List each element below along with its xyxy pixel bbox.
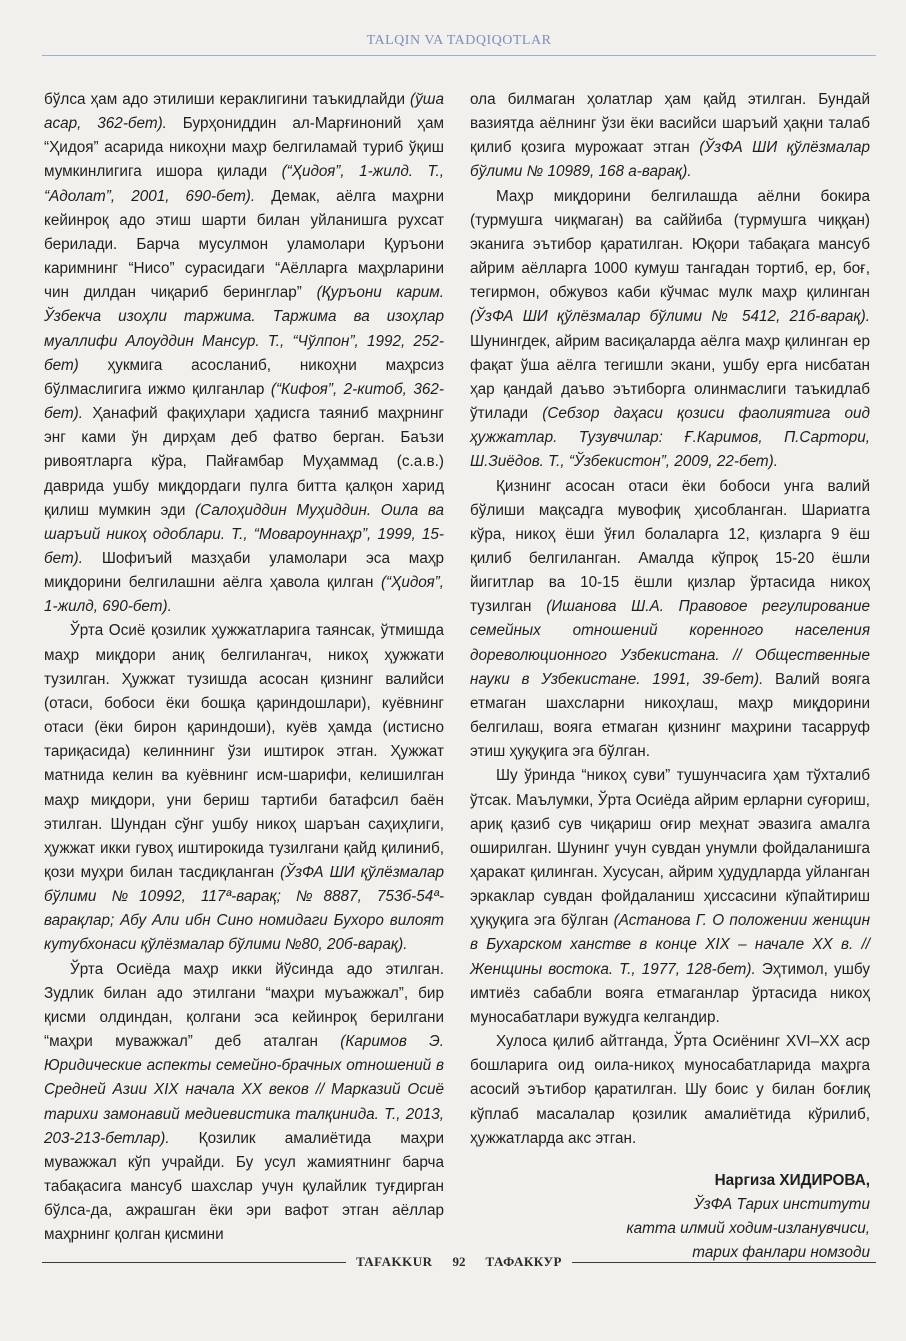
paragraph: [44, 88, 444, 619]
citation-text: (Астанова Г. О положении женщин в Бухарском ханстве в конце XIX – начале XX в. // Женщины востока. Т., 1977, 128-бет).: [470, 912, 870, 978]
body-text: Демак, аёлга маҳрни кейинроқ адо этиш шарти билан уйланишга рухсат берилади. Барча мусулмон уламолари Қуръони каримнинг “Нисо” сурасидаги “Аёлларга маҳрларини чин дилдан чиқариб беринглар”: [44, 187, 444, 302]
citation-text: (“Ҳидоя”, 1-жилд. Т., “Адолат”, 2001, 690-бет).: [44, 163, 444, 205]
citation-text: (“Ҳидоя”, 1-жилд, 690-бет).: [44, 574, 444, 616]
citation-text: (Себзор даҳаси қозиси фаолиятига оид ҳужжатлар. Тузувчилар: Ғ.Каримов, П.Сартори, Ш.Зиёдов. Т., “Ўзбекистон”, 2009, 22-бет).: [470, 405, 870, 471]
body-text: Ҳанафий фақиҳлари ҳадисга таяниб маҳрнинг энг ками ўн дирҳам деб фатво берган. Баъзи ривоятларга кўра, Пайғамбар Муҳаммад (с.а.в.) даврида ушбу миқдордаги пулга битта қалқон харид қилиш мумкин эди: [44, 405, 444, 519]
body-text: Хулоса қилиб айтганда, Ўрта Осиёнинг XVI–XX аср бошларига оид оила-никоҳ муносабатларида маҳрга асосий эътибор қаратилган. Шу боис у билан боғлиқ кўплаб масалалар қозилик амалиётида кўрилиб, ҳужжатларда акс этган.: [470, 1033, 870, 1147]
body-text: Ўрта Осиё қозилик ҳужжатларига таянсак, ўтмишда маҳр миқдори аниқ белгилангач, никоҳ ҳужжати тузилган. Ҳужжат тузишда асосан қизнинг валийси (отаси, бобоси ёки бошқа қариндошлари), куёвнинг отаси (ёки бирон қариндоши), куёв ҳамда (истисно тариқасида) келиннинг ўзи иштирок этган. Ҳужжат матнида келин ва куёвнинг исм-шарифи, келишилган маҳр миқдори, уни бериш тартиби батафсил баён этилган. Шундан сўнг ушбу никоҳ шаръан саҳиҳлиги, ҳужжат икки гувоҳ иштирокида тузилгани қайд қилиниб, қози муҳри билан тасдиқланган: [44, 622, 444, 881]
body-text: Қизнинг асосан отаси ёки бобоси унга валий бўлиши мақсадга мувофиқ ҳисобланган. Шариатга кўра, никоҳ ёши ўғил болаларга 12, қизларга 9 ёш қилиб белгиланган. Амалда кўпроқ 15-20 ёшли йигитлар ва 10-15 ёшли қизлар ўртасида никоҳ тузилган: [470, 477, 870, 616]
citation-text: (ЎзФА ШИ қўлёзмалар бўлими № 10989, 168 а-варақ).: [470, 139, 870, 181]
citation-text: (Салоҳиддин Муҳиддин. Оила ва шаръий никоҳ одоблари. Т., “Мовароуннаҳр”, 1999, 15-бет).: [44, 501, 444, 567]
paragraph: [44, 958, 444, 1248]
citation-text: (Каримов Э. Юридические аспекты семейно-брачных отношений в Средней Азии XIX начала XX веков // Марказий Осиё тарихи замонавий медиевистика талқинида. Т., 2013, 203-213-бетлар).: [44, 1033, 444, 1147]
footer-journal-latin: TAFAKKUR: [356, 1254, 433, 1269]
body-text: Эҳтимол, ушбу имтиёз сабабли вояга етмаганлар ўртасида никоҳ муносабатлари вужудга келгандир.: [470, 960, 870, 1026]
body-text: ола билмаган ҳолатлар ҳам қайд этилган. Бундай вазиятда аёлнинг ўзи ёки васийси шаръий ҳақни талаб қилиб қозига мурожаат этган: [470, 91, 870, 157]
paragraph: [470, 185, 870, 475]
author-degree: тарих фанлари номзоди: [692, 1244, 870, 1262]
author-affiliation: ЎзФА Тарих институти: [693, 1196, 870, 1214]
author-name: Наргиза ХИДИРОВА,: [714, 1171, 870, 1189]
body-text: бўлса ҳам адо этилиши кераклигини таъкидлайди: [44, 91, 411, 108]
body-text: Шу ўринда “никоҳ суви” тушунчасига ҳам тўхталиб ўтсак. Маълумки, Ўрта Осиёда айрим ерларни суғориш, ариқ қазиб сув чиқариш оғир меҳнат эвазига амалга оширилган. Шунинг учун сувдан унумли фойдаланишга ҳаракат қилинган. Хусусан, айрим ҳудудларда уйланган эркаклар сувдан фойдаланиш ҳиссасини кўпайтириш ҳуқуқига эга бўлган: [470, 767, 870, 930]
body-text: Шофиъий мазҳаби уламолари эса маҳр миқдорини белгилашни аёлга ҳавола қилган: [44, 549, 444, 592]
citation-text: (ЎзФА ШИ қўлёзмалар бўлими № 5412, 21б-варақ).: [470, 308, 870, 326]
paragraph: [470, 764, 870, 1030]
body-text: ҳукмига асосланиб, никоҳни маҳрсиз бўлмаслигига ижмо қилганлар: [44, 356, 444, 398]
right-column: [470, 88, 870, 1266]
citation-text: (“Кифоя”, 2-китоб, 362-бет).: [44, 380, 444, 423]
left-column: [44, 88, 444, 1248]
body-text: Бурҳониддин ал-Марғиноний ҳам “Ҳидоя” асарида никоҳни маҳр белгиламай туриб ўқиш мумкинлигига ишора қилади: [44, 115, 444, 181]
body-text: Шунингдек, айрим васиқаларда аёлга маҳр қилинган ер фақат ўша аёлга тегишли экани, ушбу ерга нисбатан ҳар қандай даъво эътиборга олинмаслиги таъкидлаб ўтилади: [470, 332, 870, 423]
body-text: Маҳр миқдорини белгилашда аёлни бокира (турмушга чиқмаган) ва саййиба (турмушга чиққан) эканига эътибор қаратилган. Юқори табақага мансуб айрим аёлларга 1000 кумуш тангадан тортиб, ер, боғ, тегирмон, обжувоз каби кўчмас мулк маҳр қилинган: [470, 187, 870, 302]
author-position: катта илмий ходим-изланувчиси,: [626, 1220, 870, 1238]
citation-text: (ўша асар, 362-бет).: [44, 91, 444, 133]
running-footer: [42, 1250, 876, 1274]
citation-text: (Қуръони карим. Ўзбекча изоҳли таржима. Таржима ва изоҳлар муаллифи Алоуддин Мансур. Т., “Чўлпон”, 1992, 252-бет): [44, 284, 444, 374]
paragraph: [470, 475, 870, 765]
paragraph: [470, 88, 870, 185]
footer-rule-left: [42, 1262, 346, 1263]
header-title: TALQIN VA TADQIQOTLAR: [366, 33, 552, 48]
paragraph: [470, 1030, 870, 1151]
footer-rule-right: [572, 1262, 876, 1263]
body-text: Валий вояга етмаган шахсларни никоҳлаш, маҳр миқдорини белгилаш, вояга етмаган қизнинг маҳрини тасарруф этиш ҳуқуқига эга бўлган.: [470, 670, 870, 761]
body-text: Ўрта Осиёда маҳр икки йўсинда адо этилган. Зудлик билан адо этилгани “маҳри муъажжал”, бир қисми олдиндан, қолгани эса кейинроқ берилгани “маҳри муважжал” деб аталган: [44, 960, 444, 1051]
body-text: Қозилик амалиётида маҳри муважжал кўп учрайди. Бу усул жамиятнинг барча табақасига мансуб шахслар учун қулайлик туғдирган бўлса-да, ажрашган ёки эри вафот этган аёллар маҳрнинг қолган қисмини: [44, 1129, 444, 1244]
footer-journal-cyrillic: ТАФАККУР: [485, 1254, 562, 1269]
header-rule: [42, 55, 876, 56]
page-number: 92: [452, 1254, 466, 1269]
paragraph: [44, 619, 444, 957]
running-header: [42, 30, 876, 56]
citation-text: (Ишанова Ш.А. Правовое регулирование семейных отношений коренного населения дореволюционного Узбекистана. // Общественные науки в Узбекистане. 1991, 39-бет).: [470, 598, 870, 688]
citation-text: (ЎзФА ШИ қўлёзмалар бўлими №10992, 117ª-варақ; №8887, 753б-54ª-варақлар; Абу Али ибн Сино номидаги Бухоро вилоят кутубхонаси қўлёзмалар бўлими №80, 20б-варақ).: [44, 864, 445, 954]
